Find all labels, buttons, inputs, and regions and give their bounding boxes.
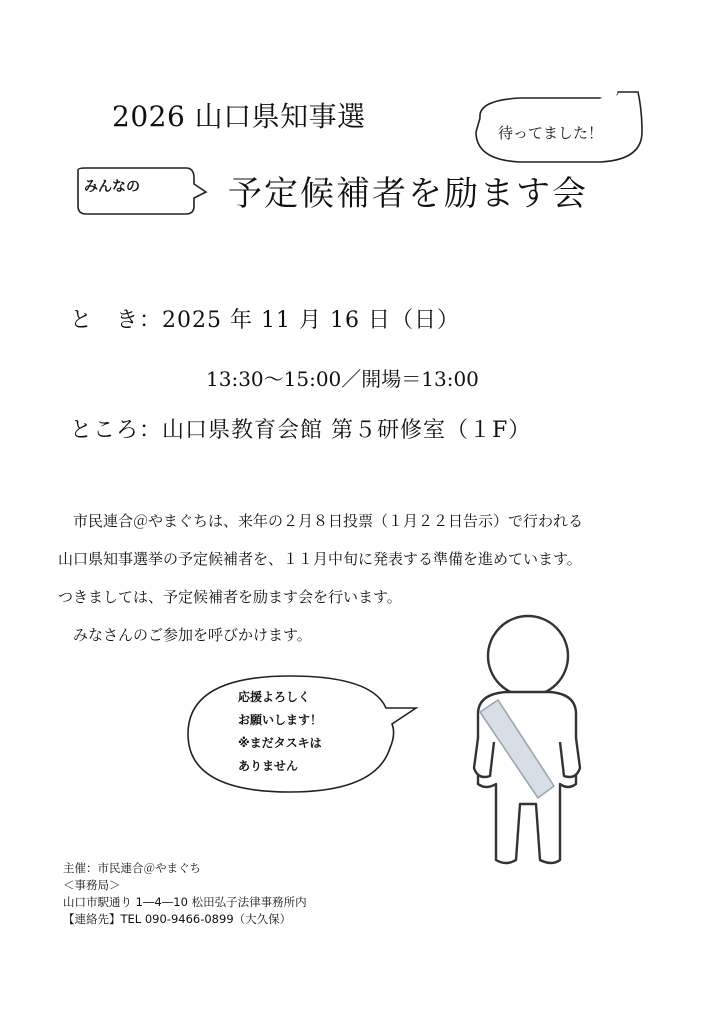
- organizer: 主催：市民連合＠やまぐち: [63, 861, 201, 875]
- pre-title: 2026 山口県知事選: [112, 100, 366, 133]
- minna-box-label: みんなの: [84, 179, 140, 195]
- speech-line: ※まだタスキは: [238, 736, 322, 750]
- body-line: つきましては、予定候補者を励ます会を行います。: [58, 588, 402, 606]
- body-paragraph: [58, 502, 668, 654]
- body-line: 山口県知事選挙の予定候補者を、１１月中旬に発表する準備を進めています。: [58, 550, 582, 568]
- office-heading: ＜事務局＞: [63, 878, 121, 892]
- speech-line: お願いします！: [238, 713, 323, 727]
- footer-info: [63, 860, 307, 928]
- event-date: と き：2025 年 11 月 16 日（日）: [70, 308, 460, 333]
- office-address: 山口市駅通り 1―4―10 松田弘子法律事務所内: [63, 895, 307, 909]
- figure-speech-text: [238, 686, 322, 778]
- speech-line: ありません: [238, 759, 299, 773]
- contact-info: 【連絡先】TEL 090-9466-0899（大久保）: [63, 912, 292, 926]
- speech-line: 応援よろしく: [238, 690, 311, 704]
- event-time: 13:30〜15:00／開場＝13:00: [206, 367, 479, 391]
- body-line: 市民連合＠やまぐちは、来年の２月８日投票（１月２２日告示）で行われる: [58, 512, 584, 530]
- event-venue: ところ：山口県教育会館 第５研修室（１F）: [70, 418, 532, 443]
- tag-bubble-text: 待ってました！: [498, 124, 604, 142]
- body-line: みなさんのご参加を呼びかけます。: [58, 626, 312, 644]
- main-title: 予定候補者を励ます会: [228, 174, 588, 214]
